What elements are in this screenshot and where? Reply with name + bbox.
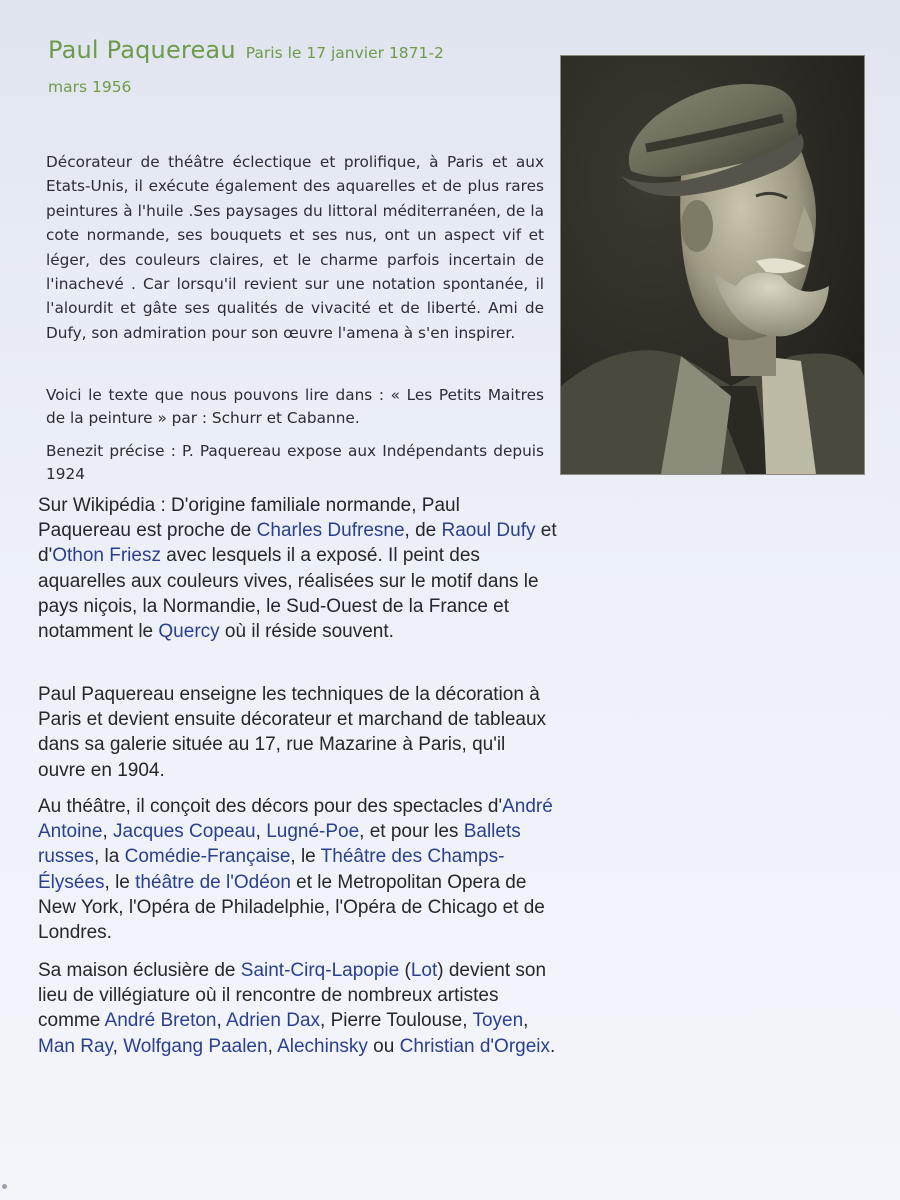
- wiki-paragraph-3: Au théâtre, il conçoit des décors pour des spectacles d'André Antoine, Jacques Copeau, Lugné-Poe, et pour les Ballets russes, la Comédie-Française, le Théâtre des Champs-Élysées, le théâtre de l'Odéon et le Metropolitan Opera de New York, l'Opéra de Philadelphie, l'Opéra de Chicago et de Londres.: [38, 796, 553, 944]
- bio-paragraph-3: Benezit précise : P. Paquereau expose aux Indépendants depuis 1924: [46, 442, 544, 483]
- wiki-paragraph-2: Paul Paquereau enseigne les techniques de la décoration à Paris et devient ensuite décorateur et marchand de tableaux dans sa galerie située au 17, rue Mazarine à Paris, qu'il ouvre en 1904.: [38, 684, 547, 781]
- link-raoul-dufy[interactable]: Raoul Dufy: [441, 520, 536, 542]
- link-man-ray[interactable]: Man Ray: [38, 1035, 113, 1057]
- link-saint-cirq-lapopie[interactable]: Saint-Cirq-Lapopie: [240, 960, 400, 981]
- wiki-paragraph-1: Sur Wikipédia : D'origine familiale normande, Paul Paquereau est proche de Charles Dufresne, de Raoul Dufy et d'Othon Friesz avec lesquels il a exposé. Il peint des aquarelles aux couleurs vives, réalisées sur le motif dans le pays niçois, la Normandie, le Sud-Ouest de la France et notamment le Quercy où il réside souvent.: [38, 495, 557, 643]
- link-lugne-poe[interactable]: Lugné-Poe: [266, 821, 360, 843]
- link-ballets-russes[interactable]: Ballets russes: [38, 821, 521, 868]
- link-charles-dufresne[interactable]: Charles Dufresne: [256, 520, 405, 542]
- link-lot[interactable]: Lot: [410, 960, 438, 981]
- link-quercy[interactable]: Quercy: [158, 621, 220, 643]
- artist-dates-continued: mars 1956: [48, 78, 132, 96]
- link-alechinsky[interactable]: Alechinsky: [277, 1035, 368, 1057]
- page-title: [48, 36, 548, 96]
- bio-paragraph-1: Décorateur de théâtre éclectique et prolifique, à Paris et aux Etats-Unis, il exécute également des aquarelles et de plus rares peintures à l'huile .Ses paysages du littoral méditerranéen, de la cote normande, ses bouquets et ses nus, ont un aspect vif et léger, des couleurs claires, et le charme parfois incertain de l'inachevé . Car lorsqu'il revient sur une notation spontanée, il l'alourdit et gâte ses qualités de vivacité et de liberté. Ami de Dufy, son admiration pour son œuvre l'amena à s'en inspirer.: [46, 153, 544, 342]
- link-toyen[interactable]: Toyen: [472, 1010, 524, 1032]
- wiki-paragraph-4: Sa maison éclusière de Saint-Cirq-Lapopie (Lot) devient son lieu de villégiature où il rencontre de nombreux artistes comme André Breton, Adrien Dax, Pierre Toulouse, Toyen, Man Ray, Wolfgang Paalen, Alechinsky ou Christian d'Orgeix.: [38, 960, 556, 1057]
- portrait-photo: [561, 56, 864, 474]
- link-andre-breton[interactable]: André Breton: [104, 1010, 217, 1032]
- link-andre-antoine[interactable]: André Antoine: [38, 796, 553, 843]
- portrait-photo-image: [561, 56, 864, 474]
- link-comedie-francaise[interactable]: Comédie-Française: [124, 846, 291, 868]
- artist-dates: Paris le 17 janvier 1871-2: [245, 44, 444, 62]
- artist-name: Paul Paquereau: [48, 36, 236, 64]
- page-dot: [2, 1184, 7, 1189]
- link-christian-dorgeix[interactable]: Christian d'Orgeix: [399, 1035, 551, 1057]
- link-adrien-dax[interactable]: Adrien Dax: [226, 1010, 321, 1032]
- link-theatre-odeon[interactable]: théâtre de l'Odéon: [135, 871, 291, 893]
- link-theatre-champs-elysees[interactable]: Théâtre des Champs-Élysées: [38, 846, 505, 893]
- link-wolfgang-paalen[interactable]: Wolfgang Paalen: [123, 1035, 268, 1057]
- link-othon-friesz[interactable]: Othon Friesz: [52, 545, 161, 567]
- bio-paragraph-2: Voici le texte que nous pouvons lire dans : « Les Petits Maitres de la peinture » par : Schurr et Cabanne.: [46, 386, 544, 427]
- link-jacques-copeau[interactable]: Jacques Copeau: [113, 821, 256, 843]
